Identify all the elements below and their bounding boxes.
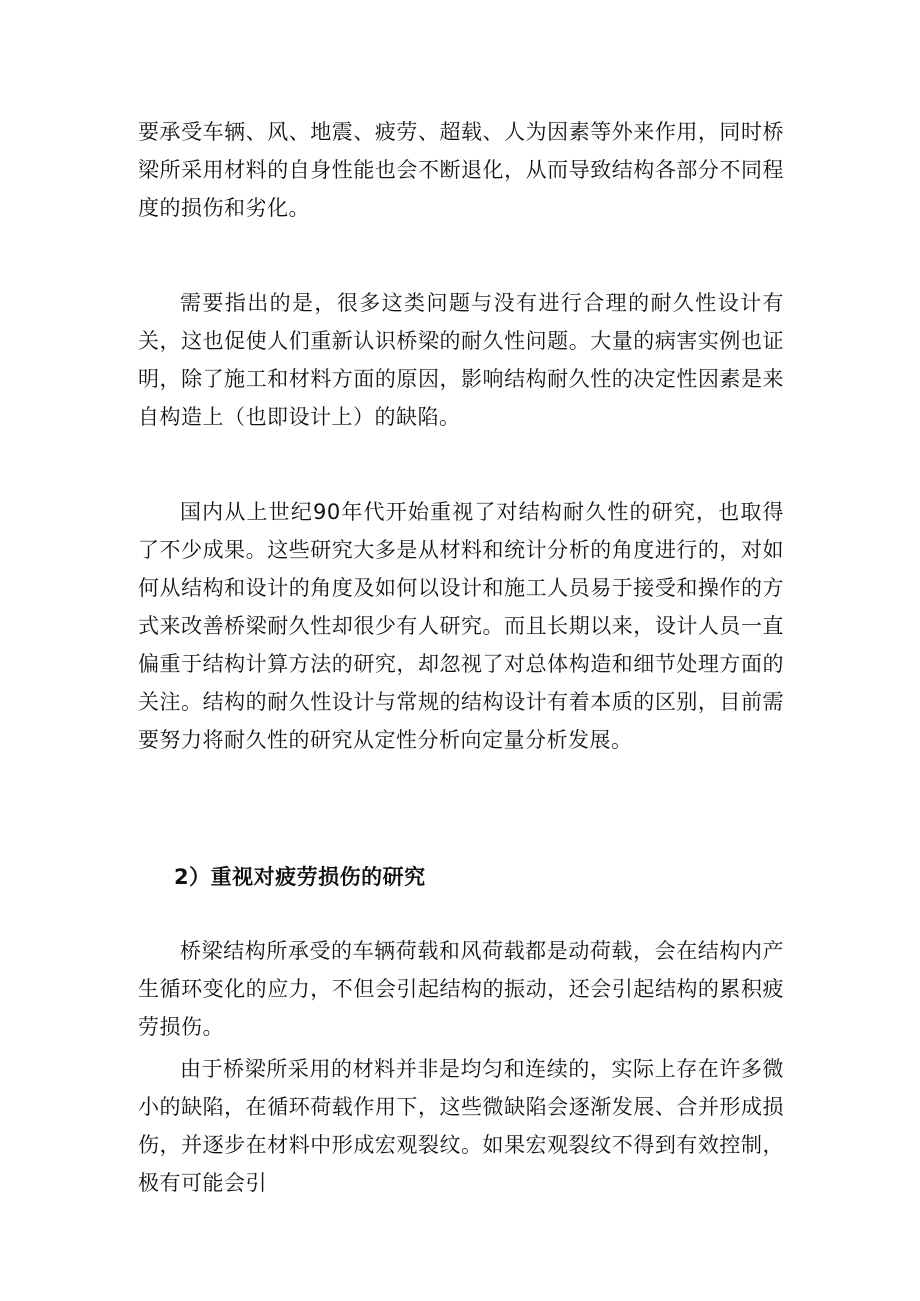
section-heading-fatigue: 2）重视对疲劳损伤的研究	[174, 865, 426, 889]
paragraph-material-defects: 由于桥梁所采用的材料并非是均匀和连续的，实际上存在许多微小的缺陷，在循环荷载作用下，这些微缺陷会逐渐发展、合并形成损伤，并逐步在材料中形成宏观裂纹。如果宏观裂纹不得到有效控制，极有可能会引	[138, 1057, 784, 1195]
paragraph-domestic-research: 国内从上世纪90年代开始重视了对结构耐久性的研究，也取得了不少成果。这些研究大多是从材料和统计分析的角度进行的，对如何从结构和设计的角度及如何以设计和施工人员易于接受和操作的方式来改善桥梁耐久性却很少有人研究。而且长期以来，设计人员一直偏重于结构计算方法的研究，却忽视了对总体构造和细节处理方面的关注。结构的耐久性设计与常规的结构设计有着本质的区别，目前需要努力将耐久性的研究从定性分析向定量分析发展。	[138, 500, 784, 752]
paragraph-durability-design: 需要指出的是，很多这类问题与没有进行合理的耐久性设计有关，这也促使人们重新认识桥梁的耐久性问题。大量的病害实例也证明，除了施工和材料方面的原因，影响结构耐久性的决定性因素是来自构造上（也即设计上）的缺陷。	[138, 291, 784, 429]
paragraph-load-and-degradation: 要承受车辆、风、地震、疲劳、超载、人为因素等外来作用，同时桥梁所采用材料的自身性能也会不断退化，从而导致结构各部分不同程度的损伤和劣化。	[138, 120, 784, 220]
paragraph-dynamic-loads: 桥梁结构所承受的车辆荷载和风荷载都是动荷载，会在结构内产生循环变化的应力，不但会引起结构的振动，还会引起结构的累积疲劳损伤。	[138, 939, 784, 1039]
